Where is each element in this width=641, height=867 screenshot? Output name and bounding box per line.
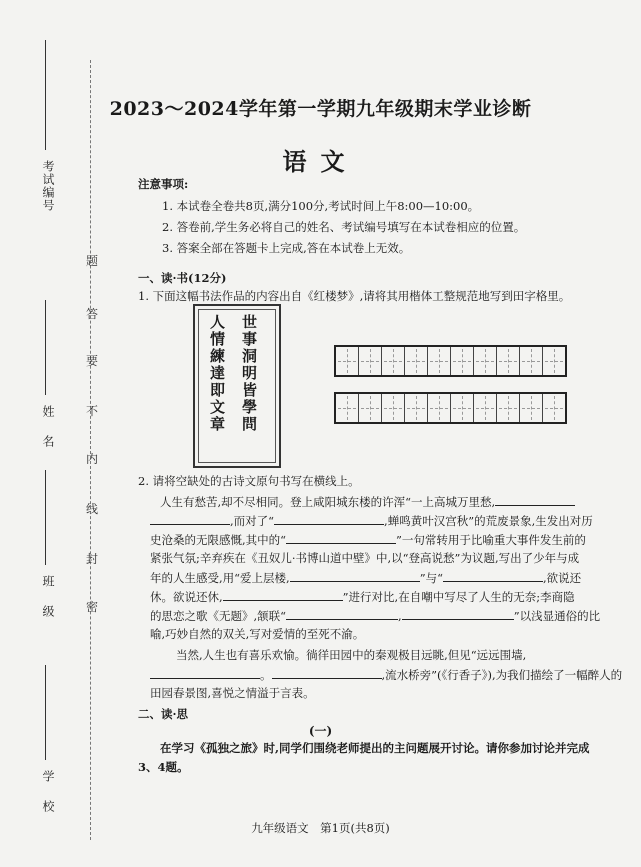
- section2-part: (一): [308, 724, 333, 738]
- exam-number-label: 考试编号: [41, 160, 55, 212]
- seal-char-5: 内: [86, 452, 99, 466]
- p1-line-5: 年的人生感受,用“爱上层楼, ”与“ ,欲说还: [150, 571, 582, 585]
- p1-line-8: 喻,巧妙自然的双关,写对爱情的至死不渝。: [150, 627, 365, 641]
- calligraphy-artwork: [193, 304, 281, 468]
- tianzige-grid-row-1[interactable]: [334, 345, 567, 377]
- p1-line-4: 紧张气氛;辛弃疾在《丑奴儿·书博山道中壁》中,以“登高说愁”为议题,写出了少年与成: [150, 551, 580, 565]
- name-line[interactable]: [45, 300, 46, 395]
- question-2: 2. 请将空缺处的古诗文原句书写在横线上。: [138, 474, 360, 488]
- seal-char-2: 答: [86, 307, 99, 321]
- p1-line-1: 人生有愁苦,却不尽相同。登上咸阳城东楼的许浑“一上高城万里愁,: [160, 494, 575, 510]
- name-label: 姓名: [41, 405, 55, 465]
- blank-1[interactable]: [495, 494, 575, 506]
- blank-2[interactable]: [150, 513, 230, 525]
- calligraphy-column-left: 人情練達即文章: [208, 314, 226, 433]
- p2-line-3: 田园春景图,喜悦之情溢于言表。: [150, 686, 315, 700]
- seal-char-7: 封: [86, 552, 99, 566]
- seal-char-1: 题: [86, 254, 99, 268]
- subject-title: 语文: [282, 147, 359, 176]
- blank-3[interactable]: [274, 513, 384, 525]
- note-item-1: 1. 本试卷全卷共8页,满分100分,考试时间上午8:00—10:00。: [162, 199, 480, 213]
- school-line[interactable]: [45, 665, 46, 760]
- blank-10[interactable]: [150, 667, 260, 679]
- seal-char-6: 线: [86, 502, 99, 516]
- blank-5[interactable]: [290, 570, 420, 582]
- question-1: 1. 下面这幅书法作品的内容出自《红楼梦》,请将其用楷体工整规范地写到田字格里。: [138, 289, 571, 303]
- school-label: 学校: [41, 770, 55, 830]
- exam-title: 2023～2024学年第一学期九年级期末学业诊断: [109, 98, 532, 120]
- p2-line-2: 。 ,流水桥旁”(《行香子》),为我们描绘了一幅醉人的: [150, 667, 622, 683]
- p1-line-2: ,而对了“ ,蝉鸣黄叶汉宫秋”的荒废景象,生发出对历: [150, 513, 593, 529]
- blank-7[interactable]: [223, 589, 343, 601]
- page-footer: 九年级语文 第1页(共8页): [251, 821, 390, 835]
- section2-heading: 二、读·思: [138, 707, 189, 721]
- note-item-3: 3. 答案全部在答题卡上完成,答在本试卷上无效。: [162, 241, 411, 255]
- p2-line-1: 当然,人生也有喜乐欢愉。徜徉田园中的秦观极目远眺,但见“远远围墙,: [176, 648, 527, 662]
- blank-9[interactable]: [402, 608, 514, 620]
- notes-heading: 注意事项:: [138, 177, 189, 191]
- p1-line-6: 休。欲说还休, ”进行对比,在自嘲中写尽了人生的无奈;李商隐: [150, 590, 575, 604]
- tianzige-grid-row-2[interactable]: [334, 392, 567, 424]
- seal-char-4: 不: [86, 404, 99, 418]
- class-label: 班级: [41, 575, 55, 635]
- blank-6[interactable]: [443, 570, 543, 582]
- class-line[interactable]: [45, 470, 46, 565]
- seal-char-3: 要: [86, 354, 99, 368]
- section1-heading: 一、读·书(12分): [138, 271, 227, 285]
- p1-line-7: 的思恋之歌《无题》,颔联“ , ”以浅显通俗的比: [150, 609, 601, 623]
- blank-11[interactable]: [272, 667, 382, 679]
- calligraphy-column-right: 世事洞明皆學問: [240, 314, 258, 433]
- section2-intro-line-1: 在学习《孤独之旅》时,同学们围绕老师提出的主问题展开讨论。请你参加讨论并完成: [160, 741, 590, 755]
- blank-8[interactable]: [286, 608, 398, 620]
- p1-line-3: 史沧桑的无限感慨,其中的“ ”一句常转用于比喻重大事件发生前的: [150, 533, 586, 547]
- seal-char-8: 密: [86, 600, 99, 614]
- note-item-2: 2. 答卷前,学生务必将自己的姓名、考试编号填写在本试卷相应的位置。: [162, 220, 526, 234]
- section2-intro-line-2: 3、4题。: [138, 760, 189, 774]
- blank-4[interactable]: [286, 532, 396, 544]
